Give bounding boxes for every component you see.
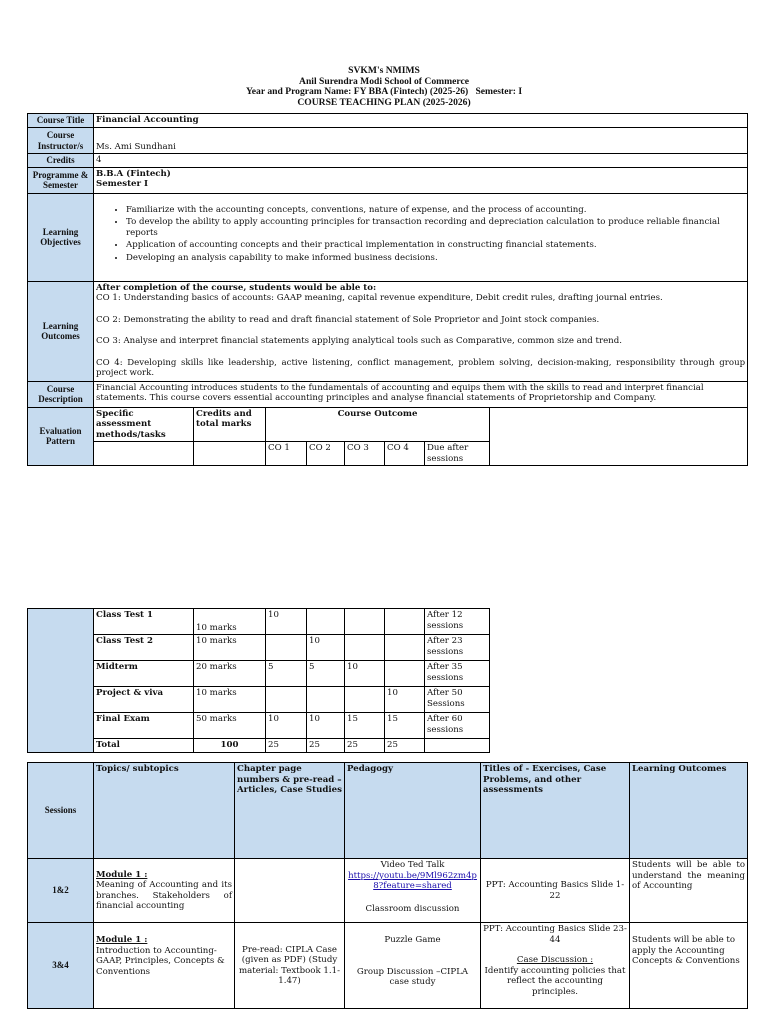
eval-co2: 5 xyxy=(307,661,345,687)
due-header: Due after sessions xyxy=(425,442,490,466)
case-discussion-label: Case Discussion : xyxy=(516,955,594,965)
eval-co3: 15 xyxy=(345,713,385,739)
eval-due: After 23 sessions xyxy=(425,635,490,661)
session-number: 3&4 xyxy=(28,923,94,1009)
credits-value: 4 xyxy=(94,154,748,168)
eval-co2: 10 xyxy=(307,635,345,661)
plan-title: COURSE TEACHING PLAN (2025-2026) xyxy=(297,96,471,108)
credits-label: Credits xyxy=(28,154,94,168)
eval-task: Class Test 1 xyxy=(94,609,194,635)
eval-co4 xyxy=(385,609,425,635)
evaluation-label: Evaluation Pattern xyxy=(28,407,94,466)
eval-credits-header: Credits and total marks xyxy=(194,407,266,442)
objectives-list xyxy=(96,205,745,264)
ted-talk-link[interactable]: https://youtu.be/9Ml962zm4p8?feature=shared xyxy=(348,870,477,891)
session-number: 1&2 xyxy=(28,859,94,923)
chapter-header: Chapter page numbers & pre-read – Articles, Case Studies xyxy=(235,763,345,859)
program-line: Year and Program Name: FY BBA (Fintech) (2025-26) Semester: I xyxy=(245,86,523,98)
eval-co2 xyxy=(307,609,345,635)
eval-marks: 50 marks xyxy=(194,713,266,739)
programme-name: B.B.A (Fintech) xyxy=(96,168,171,179)
assessment-text: PPT: Accounting Basics Slide 23-44 xyxy=(483,924,627,945)
objective-item: • Application of accounting concepts and their practical implementation in constructing financial statements. xyxy=(126,240,745,251)
document-header xyxy=(0,66,768,108)
pedagogy-extra: Group Discussion –CIPLA case study xyxy=(356,966,469,987)
assessment-text: PPT: Accounting Basics Slide 1-22 xyxy=(485,880,625,901)
module-label: Module 1 : xyxy=(96,869,148,880)
outcomes-cell xyxy=(94,281,748,381)
co-header: CO 1 xyxy=(266,442,307,466)
session-pedagogy xyxy=(345,923,481,1009)
outcome-item: CO 2: Demonstrating the ability to read and draft financial statement of Sole Proprietor and Joint stock companies. xyxy=(96,314,600,325)
objectives-cell xyxy=(94,193,748,281)
eval-marks: 10 marks xyxy=(194,687,266,713)
outcome-item: CO 4: Developing skills like leadership, active listening, conflict management, problem solving, decision-making, responsibility through group project work. xyxy=(96,357,746,378)
programme-label: Programme & Semester xyxy=(28,167,94,193)
eval-co1: 25 xyxy=(266,739,307,753)
eval-marks: 10 marks xyxy=(194,635,266,661)
outcomes-label: Learning Outcomes xyxy=(28,281,94,381)
course-title-label: Course Title xyxy=(28,114,94,128)
instructor-name: Ms. Ami Sundhani xyxy=(94,128,748,154)
course-description: Financial Accounting introduces students to the fundamentals of accounting and equips them with the skills to read and interpret financial statements. This course covers essential accounting principles and analyse financial statements of Proprietorship and Company. xyxy=(94,381,748,407)
eval-co4: 10 xyxy=(385,687,425,713)
eval-co1: 10 xyxy=(266,609,307,635)
eval-side-cell xyxy=(28,609,94,753)
session-pedagogy xyxy=(345,859,481,923)
semester-name: Semester I xyxy=(96,179,149,189)
session-assessment xyxy=(481,923,630,1009)
eval-co2: 10 xyxy=(307,713,345,739)
eval-co1: 5 xyxy=(266,661,307,687)
eval-right-blank xyxy=(490,609,748,753)
topics-header: Topics/ subtopics xyxy=(94,763,235,859)
outcomes-intro: After completion of the course, students would be able to: xyxy=(96,282,377,293)
eval-co1 xyxy=(266,635,307,661)
pedagogy-title: Video Ted Talk xyxy=(380,860,445,870)
module-label: Module 1 : xyxy=(96,935,148,945)
eval-due: After 60 sessions xyxy=(425,713,490,739)
pedagogy-title: Puzzle Game xyxy=(384,935,441,945)
co-header: CO 4 xyxy=(385,442,425,466)
outcome-item: CO 1: Understanding basics of accounts: GAAP meaning, capital revenue expenditure, Debit credit rules, drafting journal entries. xyxy=(96,293,663,303)
eval-co4: 25 xyxy=(385,739,425,753)
objective-item: • Familiarize with the accounting concepts, conventions, nature of expense, and the process of accounting. xyxy=(126,205,745,216)
eval-co2: 25 xyxy=(307,739,345,753)
eval-methods-header: Specific assessment methods/tasks xyxy=(94,407,194,442)
eval-co4 xyxy=(385,661,425,687)
eval-marks: 100 xyxy=(194,739,266,753)
eval-co3 xyxy=(345,635,385,661)
session-topic xyxy=(94,859,235,923)
session-outcome: Students will be able to understand the meaning of Accounting xyxy=(630,859,748,923)
case-discussion-text: Identify accounting policies that reflect the accounting principles. xyxy=(484,965,626,997)
eval-task: Final Exam xyxy=(94,713,194,739)
eval-marks: 20 marks xyxy=(194,661,266,687)
eval-due: After 35 sessions xyxy=(425,661,490,687)
pedagogy-header: Pedagogy xyxy=(345,763,481,859)
course-title: Financial Accounting xyxy=(94,114,748,128)
eval-due: After 12 sessions xyxy=(425,609,490,635)
session-chapter: Pre-read: CIPLA Case (given as PDF) (Study material: Textbook 1.1-1.47) xyxy=(235,923,345,1009)
school-name: Anil Surendra Modi School of Commerce xyxy=(299,75,469,87)
eval-blank xyxy=(194,442,266,466)
topic-text: Meaning of Accounting and its branches. Stakeholders of financial accounting xyxy=(96,880,232,911)
eval-co3: 25 xyxy=(345,739,385,753)
co-header: CO 2 xyxy=(307,442,345,466)
eval-task: Class Test 2 xyxy=(94,635,194,661)
programme-value xyxy=(94,167,748,193)
eval-co3 xyxy=(345,687,385,713)
eval-marks: 10 marks xyxy=(194,609,266,635)
session-topic xyxy=(94,923,235,1009)
institution-name: SVKM's NMIMS xyxy=(348,65,420,76)
topic-text: Introduction to Accounting-GAAP, Principles, Concepts & Conventions xyxy=(96,945,225,977)
course-info-table xyxy=(27,113,748,466)
description-label: Course Description xyxy=(28,381,94,407)
eval-task: Midterm xyxy=(94,661,194,687)
eval-co3: 10 xyxy=(345,661,385,687)
eval-co4: 15 xyxy=(385,713,425,739)
session-chapter xyxy=(235,859,345,923)
eval-co4 xyxy=(385,635,425,661)
eval-due: After 50 Sessions xyxy=(425,687,490,713)
eval-task: Project & viva xyxy=(94,687,194,713)
instructor-label: Course Instructor/s xyxy=(28,128,94,154)
evaluation-table xyxy=(27,608,748,753)
eval-co2 xyxy=(307,687,345,713)
objective-item: • Developing an analysis capability to make informed business decisions. xyxy=(126,253,745,264)
eval-co1 xyxy=(266,687,307,713)
eval-outcome-header: Course Outcome xyxy=(266,407,490,442)
eval-blank xyxy=(490,407,748,466)
sessions-header: Sessions xyxy=(28,763,94,859)
eval-co1: 10 xyxy=(266,713,307,739)
co-header: CO 3 xyxy=(345,442,385,466)
eval-co3 xyxy=(345,609,385,635)
outcome-item: CO 3: Analyse and interpret financial statements applying analytical tools such as Comparative, common size and trend. xyxy=(96,336,622,346)
eval-due xyxy=(425,739,490,753)
sessions-table xyxy=(27,762,748,1009)
objective-item: • To develop the ability to apply accounting principles for transaction recording and depreciation calculation to produce reliable financial reports xyxy=(126,217,745,238)
pedagogy-extra: Classroom discussion xyxy=(365,903,460,914)
titles-header: Titles of - Exercises, Case Problems, and other assessments xyxy=(481,763,630,859)
learning-outcomes-header: Learning Outcomes xyxy=(630,763,748,859)
eval-blank xyxy=(94,442,194,466)
session-outcome: Students will be able to apply the Accounting Concepts & Conventions xyxy=(630,923,748,1009)
objectives-label: Learning Objectives xyxy=(28,193,94,281)
eval-task: Total xyxy=(94,739,194,753)
session-assessment xyxy=(481,859,630,923)
